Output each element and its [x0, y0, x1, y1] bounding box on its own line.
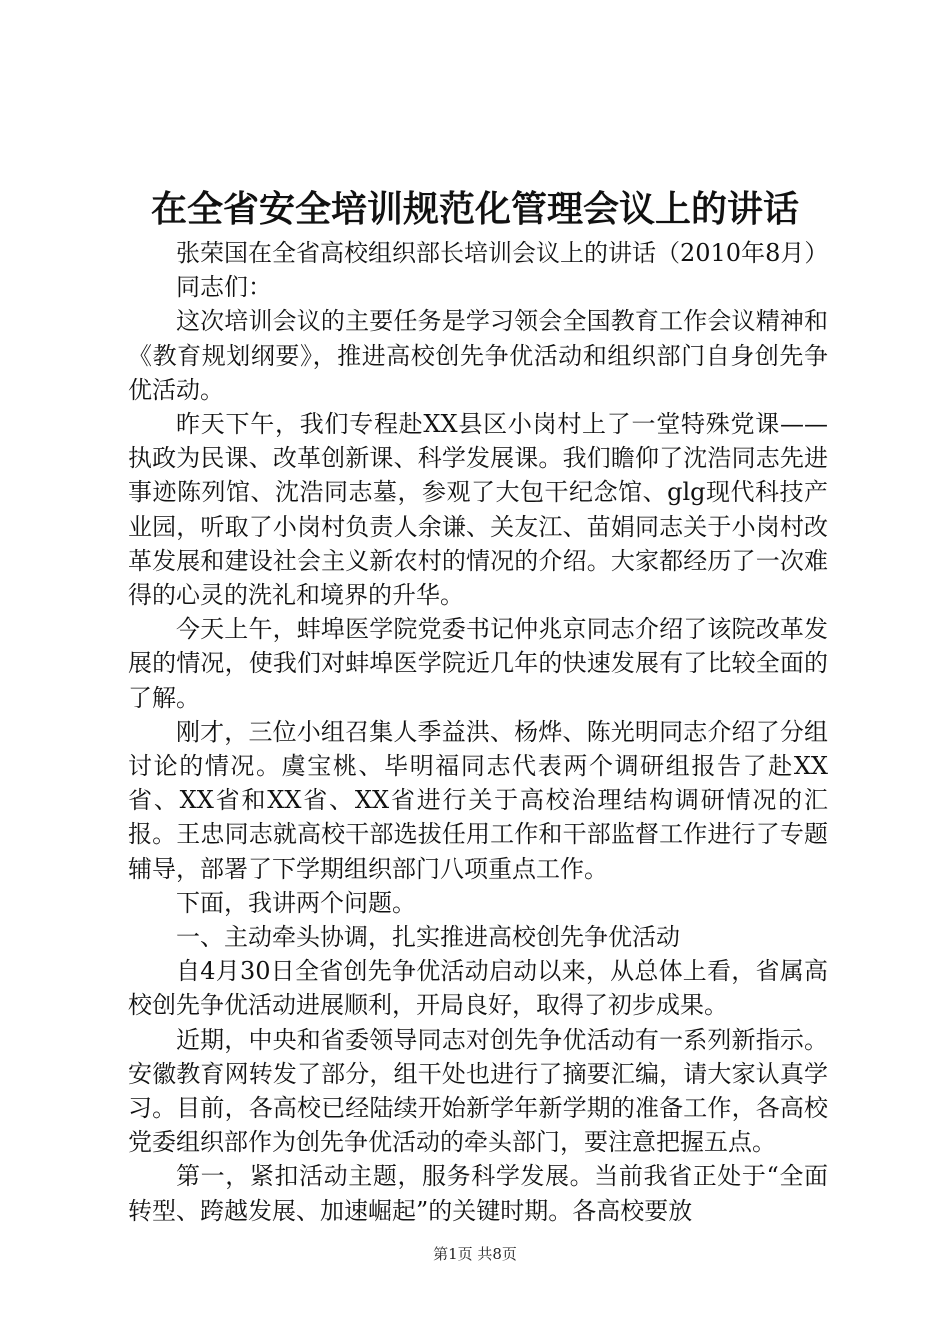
paragraph: 这次培训会议的主要任务是学习领会全国教育工作会议精神和《教育规划纲要》，推进高校创先争优活动和组织部门自身创先争优活动。 — [128, 307, 828, 404]
section-heading: 一、主动牵头协调，扎实推进高校创先争优活动 — [176, 923, 680, 952]
paragraph: 刚才，三位小组召集人季益洪、杨烨、陈光明同志介绍了分组讨论的情况。虞宝桃、毕明福同志代表两个调研组报告了赴XX省、XX省和XX省、XX省进行关于高校治理结构调研情况的汇报。王忠同志就高校干部选拔任用工作和干部监督工作进行了专题辅导，部署了下学期组织部门八项重点工作。 — [128, 717, 828, 883]
paragraph: 张荣国在全省高校组织部长培训会议上的讲话（2010年8月） — [176, 239, 829, 267]
paragraph: 近期，中央和省委领导同志对创先争优活动有一系列新指示。安徽教育网转发了部分，组干处也进行了摘要汇编，请大家认真学习。目前，各高校已经陆续开始新学年新学期的准备工作，各高校党委组织部作为创先争优活动的牵头部门，要注意把握五点。 — [128, 1025, 828, 1157]
paragraph: 自4月30日全省创先争优活动启动以来，从总体上看，省属高校创先争优活动进展顺利，开局良好，取得了初步成果。 — [128, 957, 828, 1020]
paragraph: 第一，紧扣活动主题，服务科学发展。当前我省正处于“全面转型、跨越发展、加速崛起”的关键时期。各高校要放 — [128, 1162, 828, 1225]
page-footer: 第1页 共8页 — [433, 1245, 517, 1263]
paragraph: 下面，我讲两个问题。 — [176, 888, 416, 917]
paragraph: 同志们： — [176, 273, 272, 302]
document-title: 在全省安全培训规范化管理会议上的讲话 — [150, 188, 799, 230]
paragraph: 今天上午，蚌埠医学院党委书记仲兆京同志介绍了该院改革发展的情况，使我们对蚌埠医学院近几年的快速发展有了比较全面的了解。 — [128, 615, 828, 712]
paragraph: 昨天下午，我们专程赴XX县区小岗村上了一堂特殊党课——执政为民课、改革创新课、科学发展课。我们瞻仰了沈浩同志先进事迹陈列馆、沈浩同志墓，参观了大包干纪念馆、glg现代科技产业园，听取了小岗村负责人余谦、关友江、苗娟同志关于小岗村改革发展和建设社会主义新农村的情况的介绍。大家都经历了一次难得的心灵的洗礼和境界的升华。 — [128, 410, 828, 610]
document-body — [128, 236, 828, 1228]
